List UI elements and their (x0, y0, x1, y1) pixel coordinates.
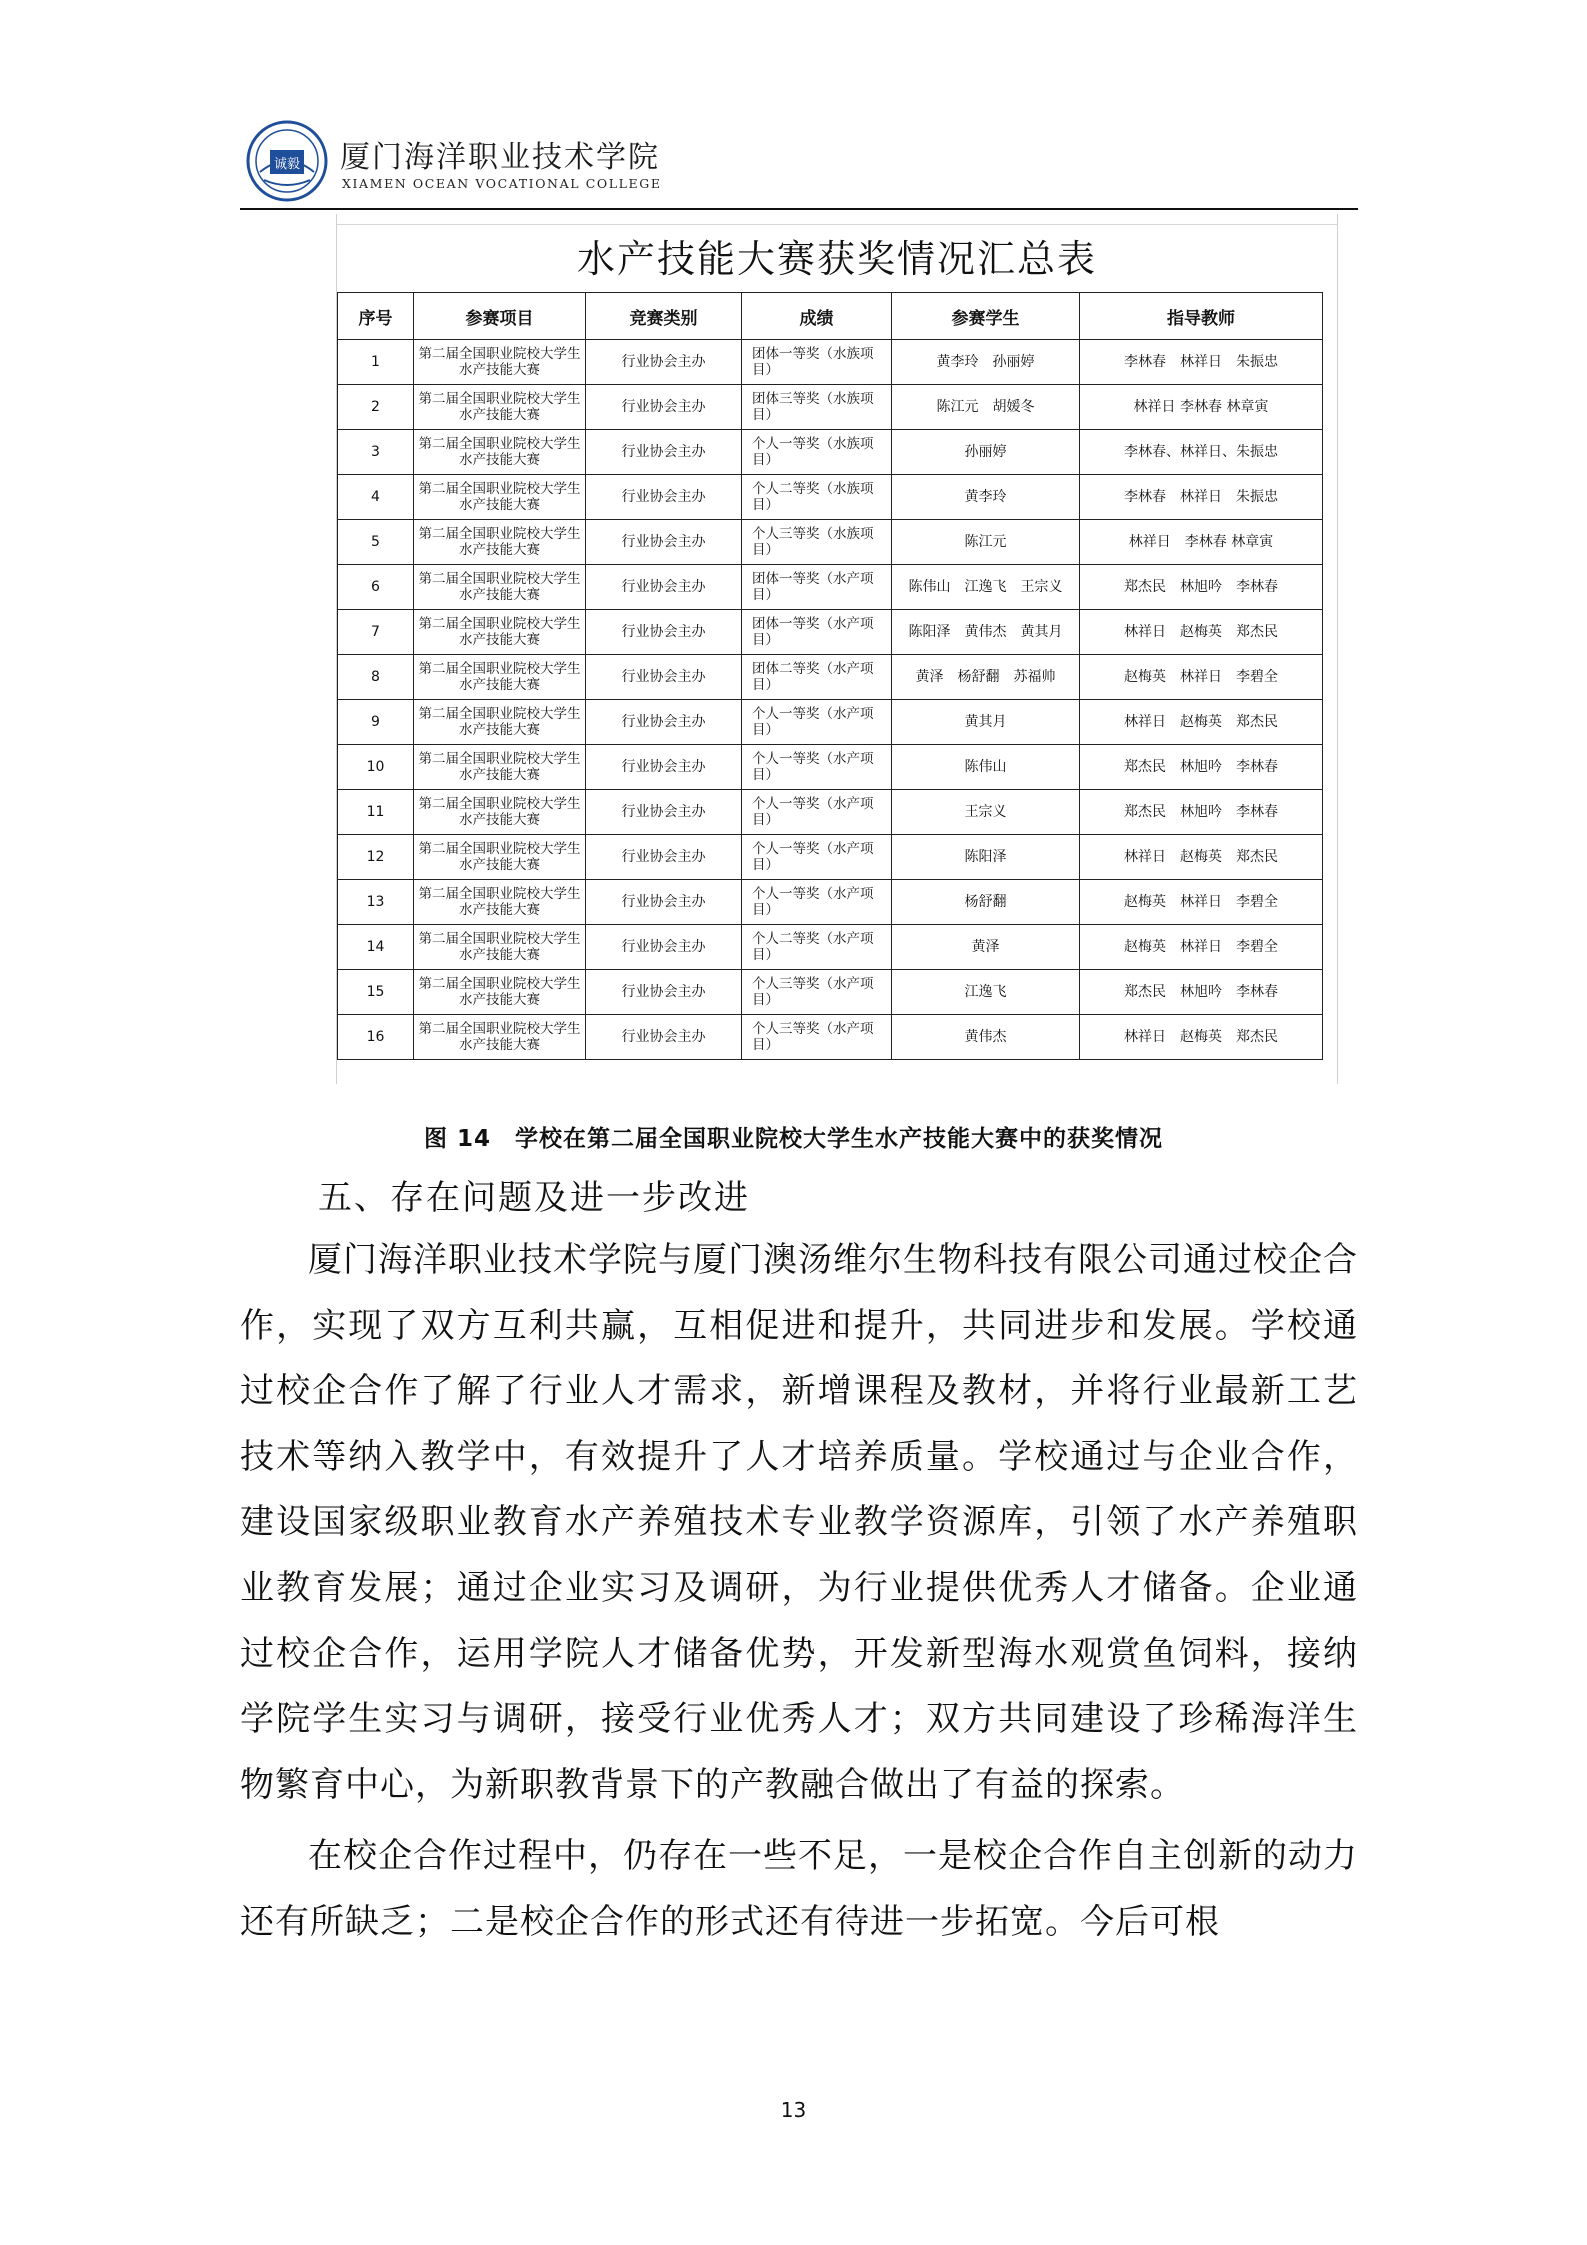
cell-result: 个人三等奖（水产项目） (742, 1015, 892, 1060)
cell-category: 行业协会主办 (586, 565, 742, 610)
cell-category: 行业协会主办 (586, 745, 742, 790)
cell-students: 陈伟山 江逸飞 王宗义 (892, 565, 1080, 610)
cell-students: 陈江元 胡媛冬 (892, 385, 1080, 430)
award-sheet (336, 214, 1338, 1084)
header-divider (240, 208, 1358, 210)
cell-project: 第二届全国职业院校大学生水产技能大赛 (414, 700, 586, 745)
cell-students: 黄其月 (892, 700, 1080, 745)
cell-project: 第二届全国职业院校大学生水产技能大赛 (414, 610, 586, 655)
cell-result: 个人一等奖（水产项目） (742, 745, 892, 790)
cell-category: 行业协会主办 (586, 610, 742, 655)
cell-project: 第二届全国职业院校大学生水产技能大赛 (414, 745, 586, 790)
cell-no: 10 (338, 745, 414, 790)
cell-teachers: 郑杰民 林旭吟 李林春 (1080, 565, 1323, 610)
cell-category: 行业协会主办 (586, 385, 742, 430)
paragraph: 厦门海洋职业技术学院与厦门澳汤维尔生物科技有限公司通过校企合作，实现了双方互利共赢，互相促进和提升，共同进步和发展。学校通过校企合作了解了行业人才需求，新增课程及教材，并将行业最新工艺技术等纳入教学中，有效提升了人才培养质量。学校通过与企业合作，建设国家级职业教育水产养殖技术专业教学资源库，引领了水产养殖职业教育发展；通过企业实习及调研，为行业提供优秀人才储备。企业通过校企合作，运用学院人才储备优势，开发新型海水观赏鱼饲料，接纳学院学生实习与调研，接受行业优秀人才；双方共同建设了珍稀海洋生物繁育中心，为新职教背景下的产教融合做出了有益的探索。 (240, 1240, 1358, 1805)
cell-no: 1 (338, 340, 414, 385)
table-row (338, 700, 1323, 745)
paragraph: 在校企合作过程中，仍存在一些不足，一是校企合作自主创新的动力还有所缺乏；二是校企合作的形式还有待进一步拓宽。今后可根 (240, 1836, 1358, 1942)
cell-students: 黄李玲 孙丽婷 (892, 340, 1080, 385)
cell-teachers: 赵梅英 林祥日 李碧全 (1080, 880, 1323, 925)
cell-no: 7 (338, 610, 414, 655)
cell-teachers: 林祥日 李林春 林章寅 (1080, 520, 1323, 565)
table-row (338, 655, 1323, 700)
figure-caption: 图 14 学校在第二届全国职业院校大学生水产技能大赛中的获奖情况 (423, 1126, 1163, 1152)
cell-teachers: 李林春 林祥日 朱振忠 (1080, 475, 1323, 520)
sheet-title: 水产技能大赛获奖情况汇总表 (576, 237, 1097, 281)
body-text (240, 1228, 1358, 1956)
cell-teachers: 李林春、林祥日、朱振忠 (1080, 430, 1323, 475)
cell-project: 第二届全国职业院校大学生水产技能大赛 (414, 790, 586, 835)
cell-no: 14 (338, 925, 414, 970)
cell-project: 第二届全国职业院校大学生水产技能大赛 (414, 880, 586, 925)
cell-category: 行业协会主办 (586, 790, 742, 835)
logo-text: 诚毅 (273, 157, 301, 172)
cell-no: 13 (338, 880, 414, 925)
cell-result: 个人一等奖（水产项目） (742, 880, 892, 925)
cell-result: 个人二等奖（水产项目） (742, 925, 892, 970)
table-row (338, 970, 1323, 1015)
cell-project: 第二届全国职业院校大学生水产技能大赛 (414, 475, 586, 520)
cell-students: 陈阳泽 黄伟杰 黄其月 (892, 610, 1080, 655)
cell-result: 团体一等奖（水产项目） (742, 565, 892, 610)
cell-category: 行业协会主办 (586, 520, 742, 565)
cell-students: 黄泽 杨舒翻 苏福帅 (892, 655, 1080, 700)
cell-result: 个人三等奖（水产项目） (742, 970, 892, 1015)
cell-teachers: 林祥日 赵梅英 郑杰民 (1080, 700, 1323, 745)
cell-project: 第二届全国职业院校大学生水产技能大赛 (414, 340, 586, 385)
table-row (338, 430, 1323, 475)
cell-students: 王宗义 (892, 790, 1080, 835)
cell-no: 9 (338, 700, 414, 745)
col-header: 序号 (338, 293, 414, 340)
cell-no: 12 (338, 835, 414, 880)
cell-students: 黄李玲 (892, 475, 1080, 520)
col-header: 竞赛类别 (586, 293, 742, 340)
cell-no: 15 (338, 970, 414, 1015)
table-row (338, 880, 1323, 925)
cell-result: 个人一等奖（水产项目） (742, 835, 892, 880)
cell-teachers: 林祥日 赵梅英 郑杰民 (1080, 610, 1323, 655)
table-row (338, 835, 1323, 880)
col-header: 成绩 (742, 293, 892, 340)
cell-project: 第二届全国职业院校大学生水产技能大赛 (414, 970, 586, 1015)
cell-students: 孙丽婷 (892, 430, 1080, 475)
cell-project: 第二届全国职业院校大学生水产技能大赛 (414, 925, 586, 970)
cell-teachers: 郑杰民 林旭吟 李林春 (1080, 745, 1323, 790)
cell-teachers: 林祥日 赵梅英 郑杰民 (1080, 835, 1323, 880)
cell-category: 行业协会主办 (586, 925, 742, 970)
cell-result: 个人二等奖（水族项目） (742, 475, 892, 520)
table-row (338, 745, 1323, 790)
cell-no: 2 (338, 385, 414, 430)
cell-no: 4 (338, 475, 414, 520)
cell-result: 团体二等奖（水产项目） (742, 655, 892, 700)
cell-project: 第二届全国职业院校大学生水产技能大赛 (414, 520, 586, 565)
cell-no: 3 (338, 430, 414, 475)
table-row (338, 1015, 1323, 1060)
cell-category: 行业协会主办 (586, 880, 742, 925)
col-header: 参赛项目 (414, 293, 586, 340)
cell-project: 第二届全国职业院校大学生水产技能大赛 (414, 835, 586, 880)
table-row (338, 340, 1323, 385)
cell-project: 第二届全国职业院校大学生水产技能大赛 (414, 655, 586, 700)
cell-students: 黄泽 (892, 925, 1080, 970)
cell-project: 第二届全国职业院校大学生水产技能大赛 (414, 565, 586, 610)
cell-teachers: 赵梅英 林祥日 李碧全 (1080, 925, 1323, 970)
cell-project: 第二届全国职业院校大学生水产技能大赛 (414, 385, 586, 430)
sheet-grid-row (337, 214, 1337, 225)
cell-result: 团体一等奖（水族项目） (742, 340, 892, 385)
cell-teachers: 林祥日 赵梅英 郑杰民 (1080, 1015, 1323, 1060)
cell-project: 第二届全国职业院校大学生水产技能大赛 (414, 430, 586, 475)
table-row (338, 520, 1323, 565)
table-row (338, 925, 1323, 970)
cell-category: 行业协会主办 (586, 475, 742, 520)
cell-project: 第二届全国职业院校大学生水产技能大赛 (414, 1015, 586, 1060)
table-row (338, 790, 1323, 835)
cell-category: 行业协会主办 (586, 655, 742, 700)
cell-result: 个人一等奖（水族项目） (742, 430, 892, 475)
cell-result: 个人一等奖（水产项目） (742, 790, 892, 835)
cell-result: 团体一等奖（水产项目） (742, 610, 892, 655)
cell-teachers: 李林春 林祥日 朱振忠 (1080, 340, 1323, 385)
cell-teachers: 郑杰民 林旭吟 李林春 (1080, 790, 1323, 835)
cell-category: 行业协会主办 (586, 700, 742, 745)
page-header (240, 118, 1358, 210)
cell-no: 16 (338, 1015, 414, 1060)
college-logo-icon (246, 120, 328, 202)
col-header: 指导教师 (1080, 293, 1323, 340)
selected-row-marker (336, 578, 337, 618)
cell-students: 杨舒翻 (892, 880, 1080, 925)
table-header-row (338, 293, 1323, 340)
cell-category: 行业协会主办 (586, 1015, 742, 1060)
cell-result: 个人三等奖（水族项目） (742, 520, 892, 565)
school-name-cn: 厦门海洋职业技术学院 (340, 140, 660, 175)
cell-students: 陈江元 (892, 520, 1080, 565)
cell-category: 行业协会主办 (586, 430, 742, 475)
cell-students: 江逸飞 (892, 970, 1080, 1015)
cell-students: 陈伟山 (892, 745, 1080, 790)
cell-result: 个人一等奖（水产项目） (742, 700, 892, 745)
section-heading: 五、存在问题及进一步改进 (318, 1178, 750, 1218)
cell-teachers: 赵梅英 林祥日 李碧全 (1080, 655, 1323, 700)
award-table-body (338, 340, 1323, 1060)
cell-no: 8 (338, 655, 414, 700)
school-name-en: XIAMEN OCEAN VOCATIONAL COLLEGE (342, 176, 662, 191)
cell-no: 6 (338, 565, 414, 610)
cell-teachers: 郑杰民 林旭吟 李林春 (1080, 970, 1323, 1015)
award-table (337, 292, 1323, 1060)
table-row (338, 475, 1323, 520)
cell-students: 陈阳泽 (892, 835, 1080, 880)
cell-no: 5 (338, 520, 414, 565)
table-row (338, 565, 1323, 610)
col-header: 参赛学生 (892, 293, 1080, 340)
page-number: 13 (780, 2098, 807, 2122)
cell-teachers: 林祥日 李林春 林章寅 (1080, 385, 1323, 430)
cell-category: 行业协会主办 (586, 970, 742, 1015)
cell-students: 黄伟杰 (892, 1015, 1080, 1060)
cell-no: 11 (338, 790, 414, 835)
table-row (338, 385, 1323, 430)
cell-result: 团体三等奖（水族项目） (742, 385, 892, 430)
table-row (338, 610, 1323, 655)
cell-category: 行业协会主办 (586, 340, 742, 385)
cell-category: 行业协会主办 (586, 835, 742, 880)
